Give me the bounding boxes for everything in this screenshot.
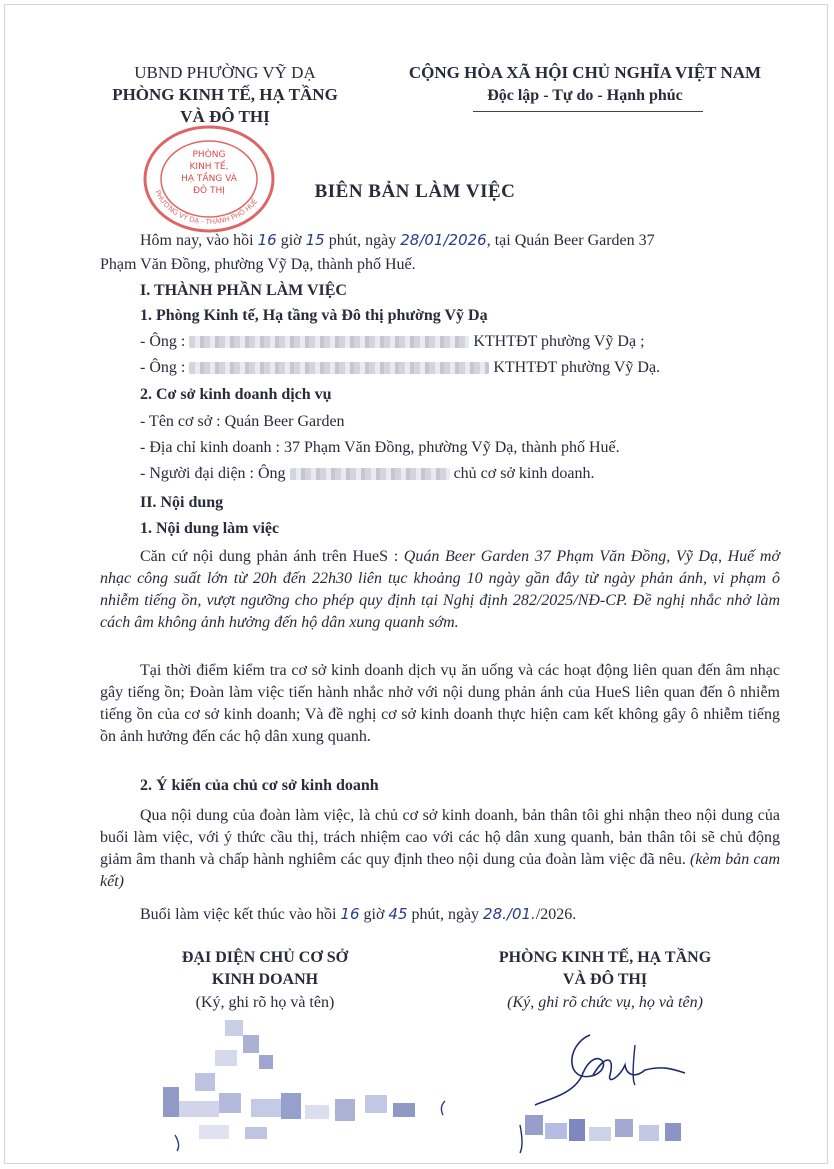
member-1-suffix: KTHTĐT phường Vỹ Dạ ; — [469, 333, 645, 350]
paragraph-owner-opinion-text: Qua nội dung của đoàn làm việc, là chủ cơ sở kinh doanh, bản thân tôi ghi nhận theo nội dung của buổi làm việc, với ý thức cầu thị, trách nhiệm cao với các hộ dân xung quanh, bản thân tôi sẽ chủ động giảm âm thanh và chấp hành nghiêm các quy định theo nội dung của đoàn làm việc đã nêu. — [100, 807, 780, 868]
redacted-name — [189, 362, 489, 374]
right-sign-title-1: PHÒNG KINH TẾ, HẠ TẦNG — [498, 949, 712, 966]
member-2-prefix: - Ông : — [140, 359, 190, 376]
redacted-name — [290, 468, 450, 480]
intro-suffix: , tại Quán Beer Garden 37 — [486, 232, 655, 249]
business-representative — [140, 465, 594, 483]
org-name-line2: PHÒNG KINH TẾ, HẠ TẦNG — [112, 85, 338, 104]
left-sign-note: (Ký, ghi rõ họ và tên) — [195, 994, 335, 1011]
stamp-text-3: HẠ TẦNG VÀ — [181, 174, 237, 184]
motto-underline — [473, 111, 703, 112]
handwritten-end-hour: 16 — [340, 905, 360, 923]
org-name-line1: UBND PHƯỜNG VỸ DẠ — [134, 63, 316, 82]
paragraph-complaint — [100, 546, 780, 634]
section-1-sub2: 2. Cơ sở kinh doanh dịch vụ — [140, 386, 332, 403]
stamp-ring-text: PHƯỜNG VỸ DẠ - THÀNH PHỐ HUẾ — [153, 189, 260, 227]
redacted-name — [189, 336, 469, 348]
section-2-sub2: 2. Ý kiến của chủ cơ sở kinh doanh — [140, 777, 379, 794]
intro-mid1: giờ — [276, 232, 306, 249]
national-motto: Độc lập - Tự do - Hạnh phúc — [487, 87, 683, 104]
official-signature — [505, 1015, 735, 1155]
section-2-sub1: 1. Nội dung làm việc — [140, 520, 280, 537]
handwritten-hour: 16 — [257, 231, 277, 249]
owner-signature-redacted — [155, 1015, 455, 1155]
document-page — [4, 4, 828, 1164]
section-2-heading: II. Nội dung — [140, 494, 224, 511]
handwritten-end-minute: 45 — [388, 905, 408, 923]
intro-line1 — [140, 231, 655, 250]
handwritten-date: 28/01/2026 — [400, 231, 487, 249]
commitment-note: (kèm bản cam kết) — [100, 851, 781, 890]
end-mid2: phút, ngày — [407, 906, 484, 923]
business-name: - Tên cơ sở : Quán Beer Garden — [140, 413, 345, 430]
paragraph-owner-opinion — [100, 805, 780, 893]
end-mid1: giờ — [359, 906, 389, 923]
stamp-text-4: ĐÔ THỊ — [193, 186, 225, 196]
org-name-line3: VÀ ĐÔ THỊ — [180, 107, 270, 126]
left-sign-title-2: KINH DOANH — [211, 971, 319, 988]
end-time-line — [140, 905, 576, 924]
intro-prefix: Hôm nay, vào hồi — [140, 232, 258, 249]
rep-suffix: chủ cơ sở kinh doanh. — [449, 465, 595, 482]
paragraph-complaint-lead: Căn cứ nội dung phản ánh trên HueS : — [140, 548, 404, 565]
stamp-text-2: KINH TẾ, — [189, 162, 229, 172]
member-2-suffix: KTHTĐT phường Vỹ Dạ. — [489, 359, 661, 376]
right-sign-title-2: VÀ ĐÔ THỊ — [562, 971, 648, 988]
stamp-text-1: PHÒNG — [192, 150, 226, 160]
section-1-heading: I. THÀNH PHẦN LÀM VIỆC — [140, 282, 347, 299]
business-address: - Địa chỉ kinh doanh : 37 Phạm Văn Đồng, phường Vỹ Dạ, thành phố Huế. — [140, 439, 620, 456]
member-1 — [140, 333, 645, 351]
member-2 — [140, 359, 660, 377]
intro-line2: Phạm Văn Đồng, phường Vỹ Dạ, thành phố Huế. — [100, 256, 416, 273]
left-sign-title-1: ĐẠI DIỆN CHỦ CƠ SỞ — [181, 949, 349, 966]
national-title: CỘNG HÒA XÃ HỘI CHỦ NGHĨA VIỆT NAM — [408, 63, 762, 82]
section-1-sub1: 1. Phòng Kinh tế, Hạ tầng và Đô thị phường Vỹ Dạ — [140, 307, 488, 324]
end-suffix: /2026. — [535, 906, 577, 923]
document-title: BIÊN BẢN LÀM VIỆC — [314, 181, 516, 202]
rep-prefix: - Người đại diện : Ông — [140, 465, 286, 482]
right-sign-note: (Ký, ghi rõ chức vụ, họ và tên) — [507, 994, 703, 1011]
intro-mid2: phút, ngày — [324, 232, 401, 249]
official-stamp — [139, 123, 279, 235]
paragraph-inspection: Tại thời điểm kiểm tra cơ sở kinh doanh dịch vụ ăn uống và các hoạt động liên quan đến âm nhạc gây tiếng ồn; Đoàn làm việc tiến hành nhắc nhở với nội dung phản ánh của HueS liên quan đến ô nhiễm tiếng ồn của cơ sở kinh doanh; Và đề nghị cơ sở kinh doanh thực hiện cam kết không gây ô nhiễm tiếng ồn ảnh hưởng đến các hộ dân xung quanh. — [100, 662, 780, 745]
handwritten-minute: 15 — [305, 231, 325, 249]
paragraph-complaint-quote: Quán Beer Garden 37 Phạm Văn Đồng, Vỹ Dạ, Huế mở nhạc công suất lớn từ 20h đến 22h30 liên tục khoảng 10 ngày gần đây từ ngày phản ánh, vi phạm ô nhiễm tiếng ồn, vượt ngưỡng cho phép quy định tại Nghị định 282/2025/NĐ-CP. Đề nghị nhắc nhở làm cách âm không ảnh hưởng đến hộ dân xung quanh sớm. — [100, 548, 780, 631]
handwritten-end-date: 28./01. — [483, 905, 536, 923]
member-1-prefix: - Ông : — [140, 333, 190, 350]
end-prefix: Buổi làm việc kết thúc vào hồi — [140, 906, 341, 923]
